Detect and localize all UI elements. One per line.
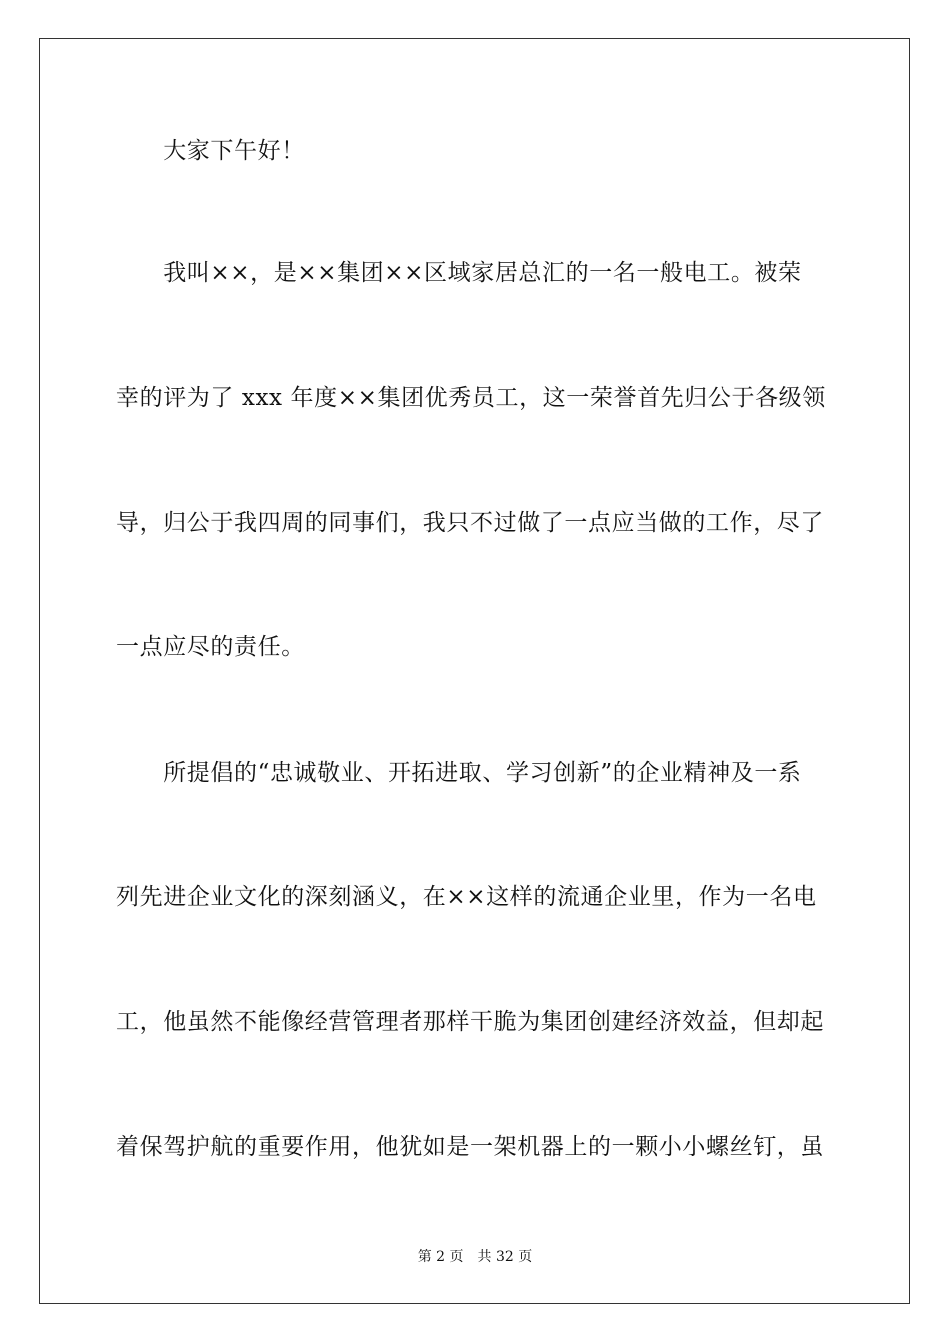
paragraph-line: 我叫××，是××集团××区域家居总汇的一名一般电工。被荣 [116, 260, 802, 286]
paragraph-line: 导，归公于我四周的同事们，我只不过做了一点应当做的工作，尽了 [116, 510, 824, 536]
paragraph-line: 所提倡的“忠诚敬业、开拓进取、学习创新”的企业精神及一系 [116, 760, 802, 786]
page-border [39, 38, 910, 1304]
paragraph-line: 着保驾护航的重要作用，他犹如是一架机器上的一颗小小螺丝钉，虽 [116, 1134, 824, 1160]
paragraph-line: 一点应尽的责任。 [116, 634, 305, 660]
page-number-label: 第 2 页 共 32 页 [417, 1249, 533, 1265]
greeting-line: 大家下午好！ [116, 138, 305, 164]
paragraph-line: 工，他虽然不能像经营管理者那样干脆为集团创建经济效益，但却起 [116, 1009, 824, 1035]
page-number-footer [0, 1247, 950, 1267]
paragraph-line: 列先进企业文化的深刻涵义，在××这样的流通企业里，作为一名电 [116, 884, 817, 910]
paragraph-line: 幸的评为了 xxx 年度××集团优秀员工，这一荣誉首先归公于各级领 [116, 385, 826, 411]
